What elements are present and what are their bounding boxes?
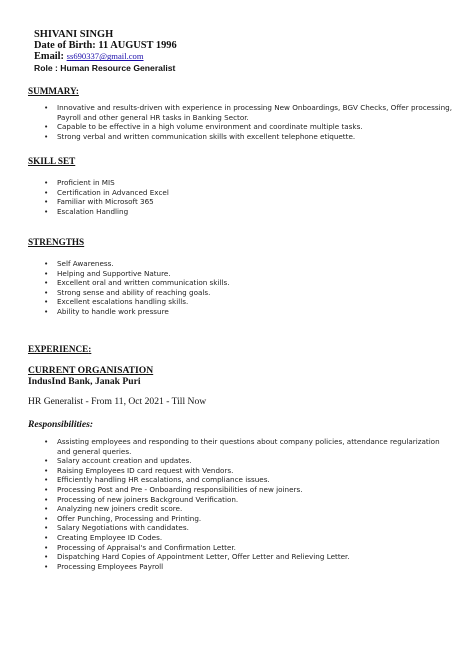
strength-item: • Self Awareness.	[44, 259, 230, 269]
skill-item: • Familiar with Microsoft 365	[44, 197, 169, 207]
email-line	[34, 51, 177, 62]
strength-item: • Excellent oral and written communication skills.	[44, 278, 230, 288]
experience-heading	[28, 344, 91, 355]
responsibility-item: • Efficiently handling HR escalations, and compliance issues.	[44, 475, 452, 485]
responsibility-item: • Processing Post and Pre - Onboarding responsibilities of new joiners.	[44, 485, 452, 495]
summary-list	[44, 103, 452, 141]
responsibility-item: • Processing of new joiners Background Verification.	[44, 495, 452, 505]
strengths-list	[44, 259, 230, 317]
summary-item: • Strong verbal and written communication skills with excellent telephone etiquette.	[44, 132, 452, 142]
skills-heading: SKILL SET	[28, 156, 76, 166]
experience-title: EXPERIENCE	[28, 344, 89, 354]
responsibility-item: • Processing of Appraisal's and Confirmation Letter.	[44, 543, 452, 553]
responsibility-item: • Offer Punching, Processing and Printing.	[44, 514, 452, 524]
current-organisation	[28, 366, 153, 387]
position-line: HR Generalist - From 11, Oct 2021 - Till Now	[28, 396, 207, 407]
candidate-name: SHIVANI SINGH	[34, 29, 114, 40]
summary-item: • Innovative and results-driven with experience in processing New Onboardings, BGV Checks, Offer processing, Payroll and other general HR tasks in Banking Sector.	[44, 103, 452, 122]
responsibility-item: • Salary account creation and updates.	[44, 456, 452, 466]
skill-item: • Escalation Handling	[44, 207, 169, 217]
strength-item: • Ability to handle work pressure	[44, 307, 230, 317]
email-link[interactable]: ss690337@gmail.com	[66, 51, 144, 62]
org-name: IndusInd Bank, Janak Puri	[28, 375, 141, 387]
responsibility-item: • Dispatching Hard Copies of Appointment Letter, Offer Letter and Relieving Letter.	[44, 552, 452, 562]
strength-item: • Helping and Supportive Nature.	[44, 269, 230, 279]
skills-list	[44, 178, 169, 216]
responsibility-item: • Assisting employees and responding to their questions about company policies, attendance regularization and general queries.	[44, 437, 452, 456]
strengths-heading: STRENGTHS	[28, 237, 85, 247]
skill-item: • Certification in Advanced Excel	[44, 188, 169, 198]
responsibility-item: • Raising Employees ID card request with Vendors.	[44, 466, 452, 476]
responsibility-item: • Creating Employee ID Codes.	[44, 533, 452, 543]
responsibilities-heading: Responsibilities:	[28, 419, 94, 430]
date-of-birth: Date of Birth: 11 AUGUST 1996	[34, 40, 177, 52]
responsibilities-list	[44, 437, 452, 571]
experience-colon: :	[88, 344, 92, 354]
responsibility-item: • Analyzing new joiners credit score.	[44, 504, 452, 514]
email-label: Email:	[34, 51, 65, 63]
role-line: Role : Human Resource Generalist	[34, 62, 176, 73]
skill-item: • Proficient in MIS	[44, 178, 169, 188]
strength-item: • Strong sense and ability of reaching goals.	[44, 288, 230, 298]
responsibility-item: • Salary Negotiations with candidates.	[44, 523, 452, 533]
strength-item: • Excellent escalations handling skills.	[44, 297, 230, 307]
responsibility-item: • Processing Employees Payroll	[44, 562, 452, 572]
current-org-label: CURRENT ORGANISATION	[28, 365, 154, 376]
summary-heading: SUMMARY:	[28, 86, 79, 96]
resume-header	[34, 29, 177, 74]
summary-item: • Capable to be effective in a high volume environment and coordinate multiple tasks.	[44, 122, 452, 132]
